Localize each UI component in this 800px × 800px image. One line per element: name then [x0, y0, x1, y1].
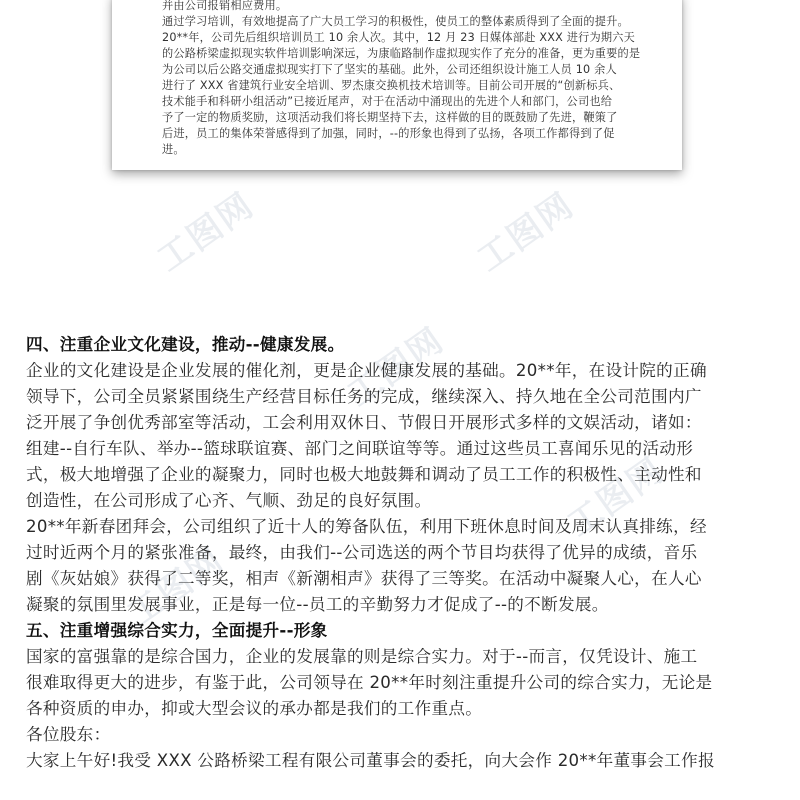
card-text-line: 并由公司报销相应费用。 — [162, 0, 288, 12]
body-text-line: 过时近两个月的紧张准备，最终，由我们--公司选送的两个节目均获得了优异的成绩，音乐 — [26, 543, 698, 562]
body-text-line: 国家的富强靠的是综合国力，企业的发展靠的则是综合实力。对于--而言，仅凭设计、施工 — [26, 647, 698, 666]
body-text-line: 20**年新春团拜会，公司组织了近十人的筹备队伍，利用下班休息时间及周末认真排练，经 — [26, 517, 707, 536]
body-text-line: 组建--自行车队、举办--篮球联谊赛、部门之间联谊等等。通过这些员工喜闻乐见的活动形 — [26, 439, 694, 458]
section-heading: 五、注重增强综合实力，全面提升--形象 — [26, 621, 328, 640]
body-text-line: 式，极大地增强了企业的凝聚力，同时也极大地鼓舞和调动了员工工作的积极性、主动性和 — [26, 465, 702, 484]
body-text-line: 凝聚的氛围里发展事业，正是每一位--员工的辛勤努力才促成了--的不断发展。 — [26, 595, 609, 614]
card-text-line: 技术能手和科研小组活动”已接近尾声，对于在活动中涌现出的先进个人和部门，公司也给 — [162, 95, 613, 108]
section-heading: 四、注重企业文化建设，推动--健康发展。 — [26, 335, 345, 354]
watermark: 工图网 — [120, 540, 232, 635]
card-text-line: 通过学习培训，有效地提高了广大员工学习的积极性，使员工的整体素质得到了全面的提升。 — [162, 15, 629, 28]
card-text-line: 予了一定的物质奖励，这项活动我们将长期坚持下去，这样做的目的既鼓励了先进，鞭策了 — [162, 111, 618, 124]
body-text-line: 大家上午好!我受 XXX 公路桥梁工程有限公司董事会的委托，向大会作 20**年董事会工作报 — [26, 751, 715, 770]
watermark: 工图网 — [470, 185, 582, 280]
watermark: 工图网 — [340, 320, 452, 415]
document-preview-card — [112, 0, 682, 170]
card-text-line: 为公司以后公路交通虚拟现实打下了坚实的基础。此外，公司还组织设计施工人员 10 余人 — [162, 63, 617, 76]
body-text-line: 各位股东： — [26, 725, 111, 744]
body-text-line: 很难取得更大的进步，有鉴于此，公司领导在 20**年时刻注重提升公司的综合实力，无论是 — [26, 673, 713, 692]
card-text-line: 进行了 XXX 省建筑行业安全培训、罗杰康交换机技术培训等。目前公司开展的“创新标兵、 — [162, 79, 621, 92]
watermark: 工图网 — [150, 185, 262, 280]
body-text-line: 各种资质的申办，抑或大型会议的承办都是我们的工作重点。 — [26, 699, 483, 718]
body-text-line: 剧《灰姑娘》获得了二等奖，相声《新潮相声》获得了三等奖。在活动中凝聚人心，在人心 — [26, 569, 702, 588]
body-text-line: 企业的文化建设是企业发展的催化剂，更是企业健康发展的基础。20**年，在设计院的正确 — [26, 361, 707, 380]
body-text-line: 创造性，在公司形成了心齐、气顺、劲足的良好氛围。 — [26, 491, 432, 510]
body-text-line: 泛开展了争创优秀部室等活动，工会利用双休日、节假日开展形式多样的文娱活动，诸如： — [26, 413, 702, 432]
card-text-line: 后进，员工的集体荣誉感得到了加强，同时，--的形象也得到了弘扬，各项工作都得到了促 — [162, 127, 615, 140]
watermark: 工图网 — [560, 450, 672, 545]
body-text-line: 领导下，公司全员紧紧围绕生产经营目标任务的完成，继续深入、持久地在全公司范围内广 — [26, 387, 702, 406]
card-text-line: 20**年，公司先后组织培训员工 10 余人次。其中，12 月 23 日媒体部赴 XXX 进行为期六天 — [162, 31, 636, 44]
card-text-line: 进。 — [162, 143, 185, 156]
card-text-line: 的公路桥梁虚拟现实软件培训影响深远，为康临路制作虚拟现实作了充分的准备，更为重要的是 — [162, 47, 641, 60]
